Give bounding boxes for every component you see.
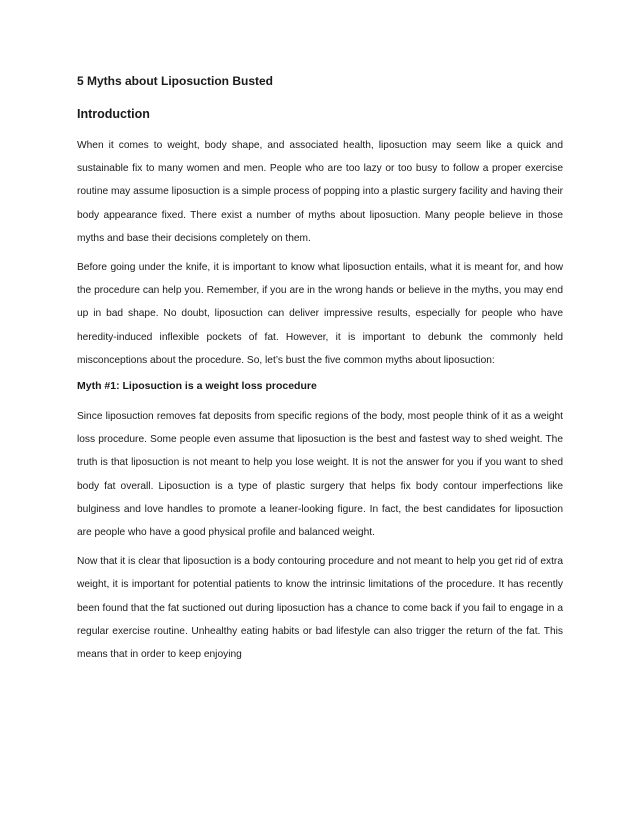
myth-1-paragraph-1: Since liposuction removes fat deposits from specific regions of the body, most people think of it as a weight loss procedure. Some people even assume that liposuction is the best and fastest way to shed weight. The truth is that liposuction is not meant to help you lose weight. It is not the answer for you if you want to shed body fat overall. Liposuction is a type of plastic surgery that helps fix body contour imperfections like bulginess and love handles to promote a leaner-looking figure. In fact, the best candidates for liposuction are people who have a good physical profile and balanced weight. [77, 411, 563, 539]
intro-paragraph-2: Before going under the knife, it is important to know what liposuction entails, what it is meant for, and how the procedure can help you. Remember, if you are in the wrong hands or believe in the myths, you may end up in bad shape. No doubt, liposuction can deliver impressive results, especially for people who have heredity-induced inflexible pockets of fat. However, it is important to debunk the commonly held misconceptions about the procedure. So, let’s bust the five common myths about liposuction: [77, 262, 563, 366]
intro-paragraph-1: When it comes to weight, body shape, and associated health, liposuction may seem like a quick and sustainable fix to many women and men. People who are too lazy or too busy to follow a proper exercise routine may assume liposuction is a simple process of popping into a plastic surgery facility and having their body appearance fixed. There exist a number of myths about liposuction. Many people believe in those myths and base their decisions completely on them. [77, 140, 563, 244]
document-title: 5 Myths about Liposuction Busted [77, 74, 274, 88]
introduction-heading: Introduction [77, 107, 150, 121]
myth-1-heading: Myth #1: Liposuction is a weight loss procedure [77, 380, 317, 393]
document-page [77, 73, 563, 672]
myth-1-paragraph-2: Now that it is clear that liposuction is a body contouring procedure and not meant to help you get rid of extra weight, it is important for potential patients to know the intrinsic limitations of the procedure. It has recently been found that the fat suctioned out during liposuction has a chance to come back if you fail to engage in a regular exercise routine. Unhealthy eating habits or bad lifestyle can also trigger the return of the fat. This means that in order to keep enjoying [77, 556, 563, 661]
